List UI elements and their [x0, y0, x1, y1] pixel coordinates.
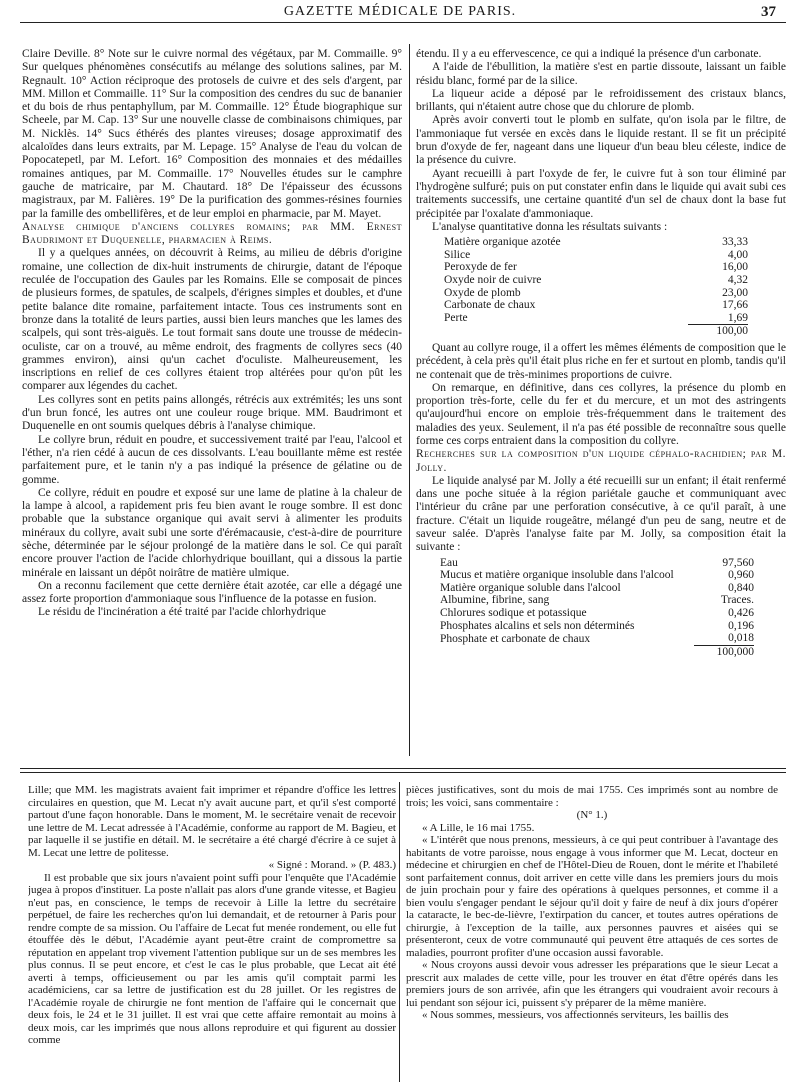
signature: « Signé : Morand. » (P. 483.): [268, 859, 396, 871]
column-top-left: [22, 48, 402, 762]
row-value: 4,32: [727, 273, 748, 286]
collyre-analysis-table: [444, 236, 748, 338]
liquid-analysis-table: [440, 557, 754, 659]
table-row: [444, 287, 748, 300]
total-value: 100,00: [688, 325, 748, 338]
row-value: 0,960: [728, 569, 754, 582]
paragraph: On remarque, en définitive, dans ces collyres, la présence du plomb en proportion très-forte, celle du fer et du mercure, et un mot des astringents qu'aujourd'hui encore on emploie très-fréquemment dans le traitement des maladies des yeux. Seulement, il n'a pas été possible de reconnaître sous quelle forme ces corps entraient dans la composition du collyre.: [416, 381, 786, 447]
page-header: [0, 0, 800, 22]
row-value: 17,66: [722, 299, 748, 312]
total-value: 100,000: [694, 645, 754, 658]
table-row: [444, 261, 748, 274]
table-row: [440, 557, 754, 570]
row-value: 0,840: [728, 581, 754, 594]
paragraph: Quant au collyre rouge, il a offert les mêmes éléments de composition que le précédent, à cela près qu'il était plus riche en fer et surtout en plomb, tandis qu'il ne contenait que de très-minimes proportions de cuivre.: [416, 341, 786, 381]
section-title: Analyse chimique d'anciens collyres romains; par MM. Ernest Baudrimont et Duquenelle, pharmacien à Reims.: [22, 220, 402, 247]
row-value: 1,69: [727, 311, 748, 324]
paragraph: « Nous sommes, messieurs, vos affectionnés serviteurs, les baillis des: [422, 1009, 729, 1021]
paragraph: Les collyres sont en petits pains allongés, rétrécis aux extrémités; les uns sont d'un brun foncé, les autres ont une couleur rouge brique. MM. Baudrimont et Duquenelle en ont soumis quelques débris à l'analyse chimique.: [22, 393, 402, 433]
row-label: Peroxyde de fer: [444, 261, 517, 274]
paragraph: pièces justificatives, sont du mois de mai 1755. Ces imprimés sont au nombre de trois; les voici, sans commentaire :: [406, 784, 778, 809]
row-value: 33,33: [722, 236, 748, 249]
row-label: Mucus et matière organique insoluble dans l'alcool: [440, 569, 674, 582]
row-value: Traces.: [720, 594, 754, 607]
table-row: [440, 620, 754, 633]
document-number: (N° 1.): [576, 809, 608, 821]
paragraph: « L'intérêt que nous prenons, messieurs, à ce qui peut contribuer à l'avantage des habitants de votre paroisse, nous engage à vous informer que M. Lecat, docteur en médecine et chirurgien en chef de l'Hôtel-Dieu de Rouen, dont le mérite et l'habileté sont parfaitement connus, doit arriver en cette ville dans les premiers jours du mois de juin prochain pour y faire des opérations à quelques personnes, et comme il a bien voulu s'engager pendant le séjour qu'il doit y faire de neuf à dix jours d'opérer la cataracte, le bec-de-lièvre, l'extirpation du cancer, et toutes autres opérations de chirurgie, à l'exception de la taille, aux personnes pauvres et aisées qui se présenteront, ceux de votre communauté qui peuvent être attaqués de ces sortes de maladies, pourront profiter d'une occasion aussi favorable.: [406, 834, 778, 959]
paragraph: Ayant recueilli à part l'oxyde de fer, le cuivre fut à son tour éliminé par l'hydrogène sulfuré; puis on put constater enfin dans le liquide qui avait subi ces traitements successifs, une certaine quantité d'un sel de chaux dont la base fut précipitée par l'oxalate d'ammoniaque.: [416, 167, 786, 220]
paragraph: Il est probable que six jours n'avaient point suffi pour l'enquête que l'Académie jugea à propos d'instituer. La poste n'allait pas alors d'une grande vitesse, et Bagieu n'eut pas, en conscience, le temps de recevoir à Lille la lettre du secrétaire perpétuel, de faire les recherches qu'on lui demandait, et de retourner à Paris pour rendre compte de sa mission. Ou l'affaire de Lecat fut menée rondement, ou elle fut étouffée dès le début, l'Académie ayant peut-être craint de compromettre sa réputation en appelant trop vivement l'attention publique sur un de ses membres les plus connus. Il se peut encore, et c'est le cas le plus probable, que Lecat ait été averti à temps, officieusement ou par les amis qu'il comptait parmi les académiciens, car sa lettre de justification est du 28 juillet. Or les registres de l'Académie royale de chirurgie ne font mention de l'affaire qui le concernait que deux fois, le 24 et le 31 juillet. Il est vrai que cette affaire remontait au moins à deux mois, car les imprimés que nous allons reproduire et qui figurent au dossier comme: [28, 871, 396, 1046]
paragraph: Le liquide analysé par M. Jolly a été recueilli sur un enfant; il était renfermé dans une poche située à la région pariétale gauche et communiquant avec l'intérieur du crâne par une perforation consécutive, à ce qu'il paraît, à une fracture. C'était un liquide rougeâtre, mélangé d'un peu de sang, neutre et de saveur salée. D'après l'analyse faite par M. Jolly, sa composition était la suivante :: [416, 474, 786, 554]
row-label: Matière organique soluble dans l'alcool: [440, 581, 621, 594]
row-label: Matière organique azotée: [444, 236, 561, 249]
table-row: [440, 607, 754, 620]
section-rule-lower: [20, 772, 786, 773]
table-row: [440, 632, 754, 645]
row-value: 0,018: [728, 632, 754, 645]
row-label: Eau: [440, 556, 458, 569]
paragraph: La liqueur acide a déposé par le refroidissement des cristaux blancs, brillants, qui n'étaient autre chose que du chlorure de plomb.: [416, 87, 786, 114]
paragraph: étendu. Il y a eu effervescence, ce qui a indiqué la présence d'un carbonate.: [416, 48, 762, 60]
journal-title: GAZETTE MÉDICALE DE PARIS.: [283, 4, 517, 19]
column-bottom-right: [406, 784, 778, 1084]
row-value: 4,00: [727, 248, 748, 261]
table-row: [440, 569, 754, 582]
table-row: [444, 312, 748, 325]
paragraph: Le collyre brun, réduit en poudre, et successivement traité par l'eau, l'alcool et l'éther, n'a rien cédé à aucun de ces dissolvants. L'eau bouillante même est restée parfaitement pure, et le tanin n'y a pas indiqué la présence de gélatine ou de gomme.: [22, 433, 402, 486]
paragraph: Il y a quelques années, on découvrit à Reims, au milieu de débris d'origine romaine, une collection de dix-huit instruments de chirurgie, datant de l'époque reculée de l'occupation des Gaules par les Romains. Elle se composait de pinces de plusieurs formes, de spatules, de scalpels, d'érignes simples et doubles, et d'une petite balance dite romaine, parfaitement intacte. Tous ces instruments sont en bronze dans la totalité de leurs parties, aussi bien leurs manches que les lames des scalpels, qui sont très-aiguës. Le tout formait sans doute une trousse de médecin-oculiste, car on a trouvé, au même endroit, des fragments de collyres secs (40 grammes environ), ainsi qu'un cachet d'oculiste. Malheureusement, les inscriptions en relief de ces collyres étaient trop altérées pour qu'on pût les comparer aux légendes du cachet.: [22, 247, 402, 393]
row-value: 23,00: [722, 286, 748, 299]
header-rule: [20, 22, 786, 23]
section-rule-upper: [20, 768, 786, 769]
paragraph: A l'aide de l'ébullition, la matière s'est en partie dissoute, laissant un faible résidu blanc, formé par de la silice.: [416, 61, 786, 87]
row-value: 0,196: [728, 619, 754, 632]
row-label: Albumine, fibrine, sang: [440, 594, 550, 607]
table-row: [444, 299, 748, 312]
column-divider-top: [409, 44, 410, 756]
row-label: Oxyde de plomb: [444, 286, 521, 299]
row-label: Perte: [444, 312, 468, 325]
table-row: [440, 582, 754, 595]
row-value: 97,560: [722, 556, 754, 569]
column-top-right: [416, 48, 786, 762]
paragraph: « Nous croyons aussi devoir vous adresser les préparations que le sieur Lecat a prescrit aux malades de cette ville, pour les trouver en état d'être opérés dans les premiers jours de son arrivée, afin que les étrangers qui voudraient avoir recours à lui pendant son séjour ici, puissent s'y préparer de la même manière.: [406, 959, 778, 1009]
dateline: « A Lille, le 16 mai 1755.: [422, 821, 535, 834]
paragraph: Après avoir converti tout le plomb en sulfate, qu'on isola par le filtre, de l'ammoniaque fut versée en excès dans le liquide restant. Il se fit un précipité brun d'oxyde de fer, nageant dans une liqueur d'un beau bleu céleste, indice de la présence du cuivre.: [416, 114, 786, 167]
table-row: [444, 249, 748, 262]
column-divider-bottom: [399, 782, 400, 1082]
table-row: [440, 594, 754, 607]
row-label: Carbonate de chaux: [444, 299, 536, 312]
row-label: Silice: [444, 248, 471, 261]
section-title: Recherches sur la composition d'un liquide céphalo-rachidien; par M. Jolly.: [416, 448, 786, 474]
table-row: [444, 236, 748, 249]
row-label: Chlorures sodique et potassique: [440, 607, 587, 620]
row-label: Phosphates alcalins et sels non déterminés: [440, 619, 635, 632]
paragraph: On a reconnu facilement que cette dernière était azotée, car elle a dégagé une assez forte proportion d'ammoniaque sous l'influence de la potasse en fusion.: [22, 579, 402, 606]
column-bottom-left: [28, 784, 396, 1084]
table-row: [444, 274, 748, 287]
paragraph: Ce collyre, réduit en poudre et exposé sur une lame de platine à la chaleur de la lampe à alcool, a rapidement pris feu bien avant le rouge sombre. Il est donc probable que la substance organique qui avait servi à alimenter les produits minéraux du collyre, avait subi une sorte d'érémacausie, c'est-à-dire de pourriture sèche, déterminée par le séjour prolongé de la matière dans le sol. Ce qui paraît encore prouver l'action de l'acide chlorhydrique bouillant, qui a dissous la partie minérale en laissant un dépôt noirâtre de matière ulmique.: [22, 486, 402, 579]
row-label: Phosphate et carbonate de chaux: [440, 632, 591, 645]
paragraph: Claire Deville. 8° Note sur le cuivre normal des végétaux, par M. Commaille. 9° Sur quelques phénomènes consécutifs au mélange des solutions salines, par M. Regnault. 10° Action réciproque des protosels de cuivre et des sels d'argent, par MM. Millon et Commaille. 11° Sur la composition des cendres du suc de bananier et du bois de rhus pentaphyllum, par M. Commaille. 12° Étude biographique sur Scheele, par M. Cap. 13° Sur une nouvelle classe de combinaisons chimiques, par M. Nicklès. 14° Sucs éthérés des plantes vireuses; dosage approximatif des alcaloïdes dans leurs extraits, par M. Lepage. 15° Analyse de l'eau du volcan de Popocatepetl, par M. Lefort. 16° Composition des monnaies et des médailles romaines antiques, par M. Commaille. 17° Nouvelles études sur le camphre gauche de matricaire, par M. Chautard. 18° De l'épaisseur des écussons magistraux, par M. Falières. 19° De la purification des gommes-résines fournies par la famille des ombellifères, et de leur emploi en pharmacie, par M. Mayet.: [22, 48, 402, 220]
row-value: 0,426: [728, 607, 754, 620]
row-label: Oxyde noir de cuivre: [444, 273, 542, 286]
paragraph: Le résidu de l'incinération a été traité par l'acide chlorhydrique: [38, 606, 326, 619]
page-number: 37: [761, 4, 776, 20]
total-row: [444, 325, 748, 338]
paragraph: Lille; que MM. les magistrats avaient fait imprimer et répandre d'office les lettres circulaires en question, que M. Lecat n'y avait aucune part, et qu'il s'est comporté partout d'une façon honorable. Dans le moment, M. le secrétaire venait de recevoir une lettre de M. Lecat adressée à l'Académie, conforme au rapport de M. Bagieu, et par laquelle il se justifie en détail. M. le secrétaire a été chargé d'écrire à ce sujet à M. Lecat une lettre de politesse.: [28, 784, 396, 859]
total-row: [440, 645, 754, 658]
paragraph: L'analyse quantitative donna les résultats suivants :: [432, 220, 668, 233]
row-value: 16,00: [722, 261, 748, 274]
